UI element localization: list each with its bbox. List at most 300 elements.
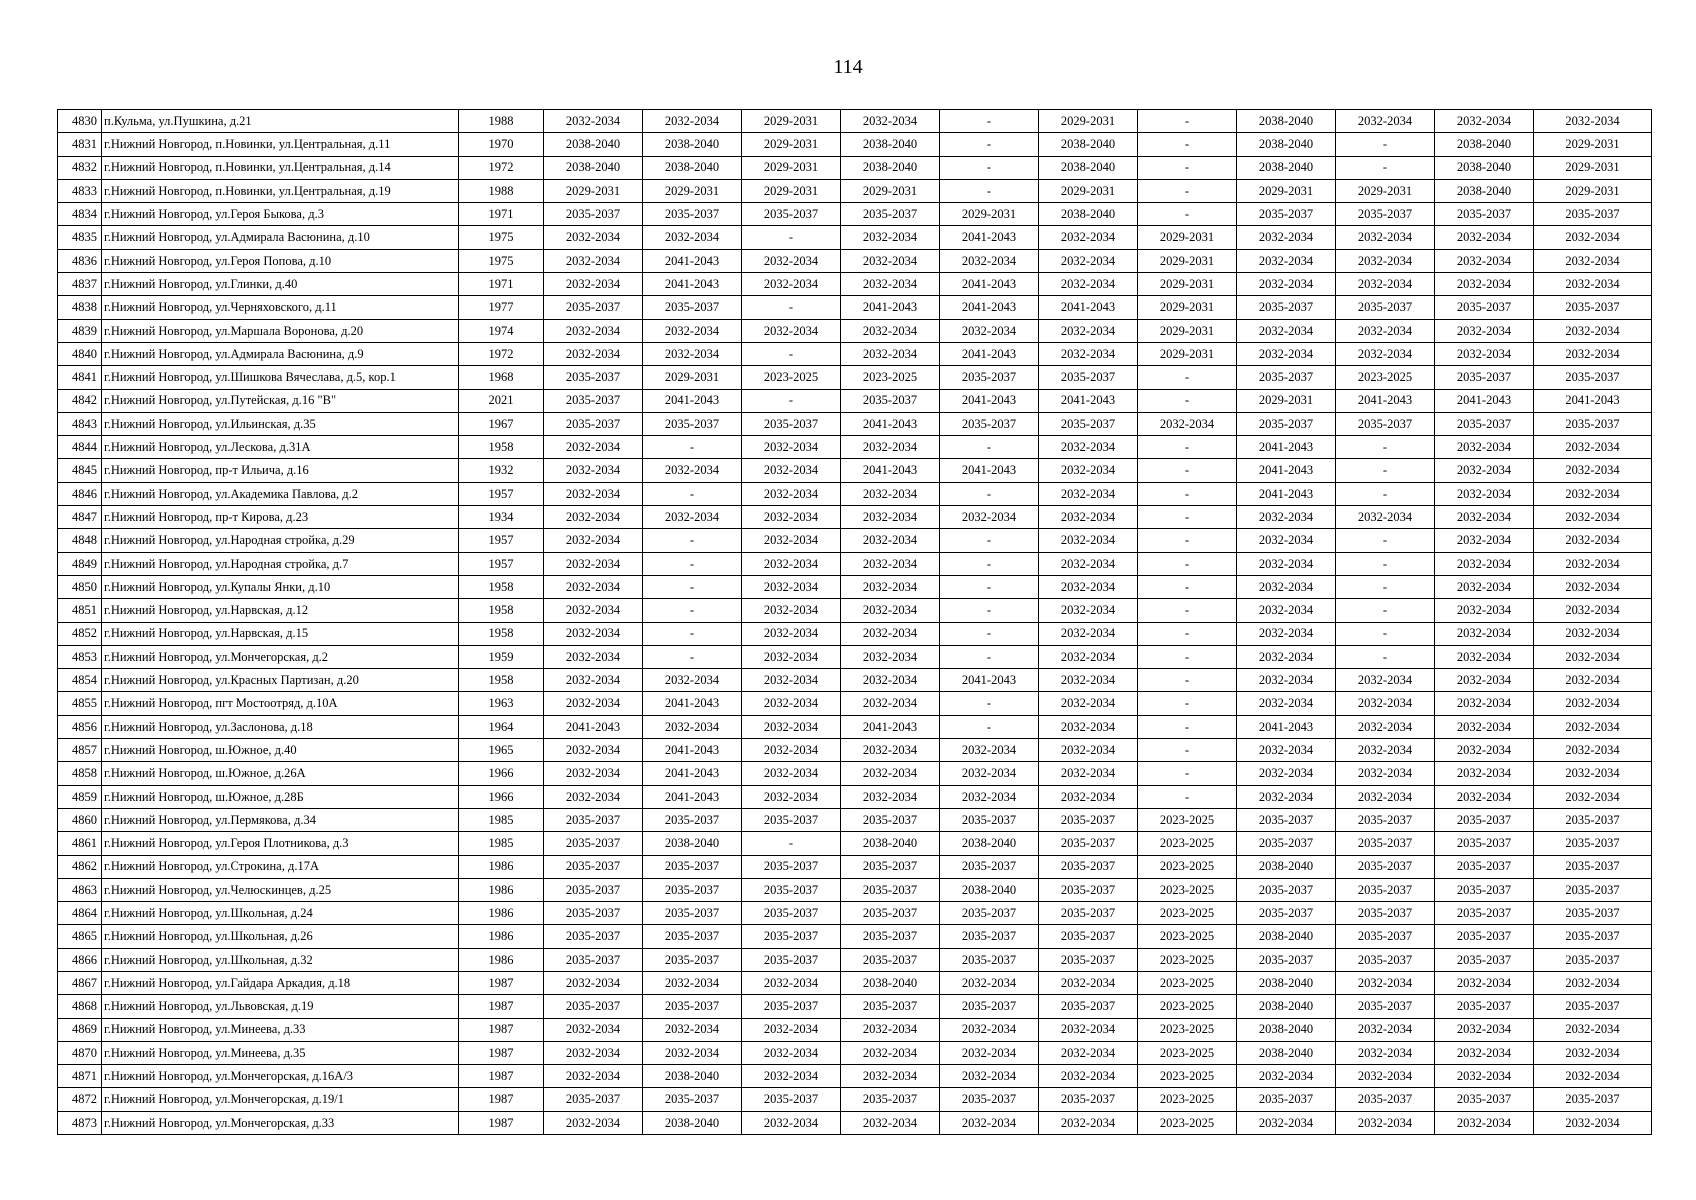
row-number-cell: 4870 — [58, 1041, 102, 1064]
table-row — [58, 669, 1652, 692]
period-cell: 2029-2031 — [841, 179, 940, 202]
table-row — [58, 319, 1652, 342]
period-cell: 2035-2037 — [1534, 855, 1652, 878]
period-cell: 2035-2037 — [940, 1088, 1039, 1111]
year-cell: 1972 — [459, 156, 544, 179]
year-cell: 1975 — [459, 226, 544, 249]
year-cell: 1964 — [459, 715, 544, 738]
period-cell: 2029-2031 — [643, 366, 742, 389]
year-cell: 1972 — [459, 342, 544, 365]
period-cell: 2032-2034 — [643, 110, 742, 133]
period-cell: 2032-2034 — [1336, 506, 1435, 529]
period-cell: 2032-2034 — [1039, 669, 1138, 692]
period-cell: 2029-2031 — [1237, 179, 1336, 202]
period-cell: 2032-2034 — [841, 226, 940, 249]
address-cell: г.Нижний Новгород, ул.Героя Попова, д.10 — [102, 249, 459, 272]
period-cell: 2032-2034 — [841, 1041, 940, 1064]
period-cell: 2035-2037 — [544, 296, 643, 319]
table-row — [58, 552, 1652, 575]
period-cell: 2032-2034 — [841, 575, 940, 598]
year-cell: 1963 — [459, 692, 544, 715]
period-cell: 2035-2037 — [1336, 203, 1435, 226]
period-cell: 2032-2034 — [1435, 342, 1534, 365]
period-cell: 2035-2037 — [1534, 296, 1652, 319]
period-cell: 2032-2034 — [1435, 110, 1534, 133]
period-cell: 2032-2034 — [742, 762, 841, 785]
period-cell: 2023-2025 — [1138, 948, 1237, 971]
period-cell: 2029-2031 — [1336, 179, 1435, 202]
period-cell: - — [940, 645, 1039, 668]
address-cell: г.Нижний Новгород, ул.Народная стройка, д.7 — [102, 552, 459, 575]
period-cell: - — [1336, 622, 1435, 645]
row-number-cell: 4860 — [58, 808, 102, 831]
repair-schedule-table — [57, 109, 1652, 1135]
period-cell: 2032-2034 — [544, 436, 643, 459]
period-cell: 2035-2037 — [1039, 948, 1138, 971]
row-number-cell: 4834 — [58, 203, 102, 226]
period-cell: 2035-2037 — [1237, 203, 1336, 226]
period-cell: 2041-2043 — [643, 273, 742, 296]
period-cell: 2041-2043 — [544, 715, 643, 738]
period-cell: 2041-2043 — [940, 669, 1039, 692]
address-cell: г.Нижний Новгород, ул.Нарвская, д.12 — [102, 599, 459, 622]
period-cell: 2035-2037 — [1237, 296, 1336, 319]
period-cell: 2041-2043 — [940, 342, 1039, 365]
period-cell: 2041-2043 — [940, 389, 1039, 412]
period-cell: 2032-2034 — [742, 273, 841, 296]
period-cell: 2032-2034 — [1435, 1065, 1534, 1088]
row-number-cell: 4851 — [58, 599, 102, 622]
period-cell: 2038-2040 — [841, 133, 940, 156]
period-cell: 2038-2040 — [1435, 179, 1534, 202]
table-row — [58, 156, 1652, 179]
period-cell: 2035-2037 — [544, 925, 643, 948]
period-cell: 2032-2034 — [742, 715, 841, 738]
period-cell: - — [643, 436, 742, 459]
period-cell: 2035-2037 — [841, 878, 940, 901]
table-row — [58, 971, 1652, 994]
period-cell: 2035-2037 — [1435, 296, 1534, 319]
year-cell: 1988 — [459, 179, 544, 202]
row-number-cell: 4855 — [58, 692, 102, 715]
period-cell: 2038-2040 — [1039, 203, 1138, 226]
period-cell: 2035-2037 — [1039, 925, 1138, 948]
period-cell: 2035-2037 — [643, 203, 742, 226]
period-cell: - — [1138, 482, 1237, 505]
period-cell: 2035-2037 — [1237, 832, 1336, 855]
row-number-cell: 4854 — [58, 669, 102, 692]
period-cell: 2035-2037 — [1336, 948, 1435, 971]
period-cell: 2032-2034 — [1435, 226, 1534, 249]
period-cell: 2035-2037 — [643, 855, 742, 878]
address-cell: г.Нижний Новгород, п.Новинки, ул.Центральная, д.11 — [102, 133, 459, 156]
period-cell: 2041-2043 — [841, 296, 940, 319]
period-cell: 2035-2037 — [1336, 902, 1435, 925]
address-cell: г.Нижний Новгород, п.Новинки, ул.Центральная, д.19 — [102, 179, 459, 202]
period-cell: 2032-2034 — [544, 342, 643, 365]
period-cell: 2038-2040 — [841, 156, 940, 179]
period-cell: 2038-2040 — [1237, 971, 1336, 994]
period-cell: 2035-2037 — [544, 808, 643, 831]
period-cell: 2035-2037 — [1534, 878, 1652, 901]
period-cell: 2032-2034 — [544, 622, 643, 645]
year-cell: 1958 — [459, 575, 544, 598]
period-cell: 2023-2025 — [1138, 995, 1237, 1018]
table-row — [58, 902, 1652, 925]
row-number-cell: 4866 — [58, 948, 102, 971]
period-cell: 2041-2043 — [1039, 296, 1138, 319]
period-cell: - — [940, 156, 1039, 179]
period-cell: 2035-2037 — [841, 855, 940, 878]
period-cell: 2023-2025 — [1138, 832, 1237, 855]
period-cell: 2038-2040 — [1237, 156, 1336, 179]
period-cell: 2032-2034 — [1435, 482, 1534, 505]
period-cell: 2032-2034 — [1237, 249, 1336, 272]
period-cell: - — [1138, 436, 1237, 459]
period-cell: - — [940, 622, 1039, 645]
period-cell: 2032-2034 — [1435, 1018, 1534, 1041]
period-cell: 2032-2034 — [742, 1111, 841, 1134]
period-cell: 2032-2034 — [742, 1065, 841, 1088]
table-row — [58, 1065, 1652, 1088]
period-cell: 2032-2034 — [1435, 273, 1534, 296]
period-cell: 2038-2040 — [1237, 1041, 1336, 1064]
period-cell: 2032-2034 — [742, 739, 841, 762]
period-cell: - — [940, 482, 1039, 505]
period-cell: 2038-2040 — [1237, 995, 1336, 1018]
period-cell: - — [643, 552, 742, 575]
period-cell: 2032-2034 — [1435, 739, 1534, 762]
period-cell: 2032-2034 — [544, 552, 643, 575]
period-cell: 2035-2037 — [1534, 995, 1652, 1018]
period-cell: 2032-2034 — [1039, 529, 1138, 552]
period-cell: 2032-2034 — [1534, 436, 1652, 459]
address-cell: г.Нижний Новгород, пгт Мостоотряд, д.10А — [102, 692, 459, 715]
period-cell: 2032-2034 — [841, 739, 940, 762]
address-cell: г.Нижний Новгород, ул.Львовская, д.19 — [102, 995, 459, 1018]
period-cell: 2032-2034 — [1435, 971, 1534, 994]
period-cell: 2032-2034 — [1237, 506, 1336, 529]
period-cell: 2032-2034 — [1435, 436, 1534, 459]
period-cell: 2032-2034 — [1237, 273, 1336, 296]
period-cell: 2029-2031 — [1138, 249, 1237, 272]
period-cell: 2023-2025 — [1138, 902, 1237, 925]
period-cell: 2035-2037 — [841, 389, 940, 412]
address-cell: г.Нижний Новгород, ул.Ильинская, д.35 — [102, 412, 459, 435]
year-cell: 1987 — [459, 995, 544, 1018]
period-cell: 2029-2031 — [1138, 319, 1237, 342]
period-cell: 2032-2034 — [1336, 319, 1435, 342]
period-cell: 2032-2034 — [1336, 1065, 1435, 1088]
period-cell: 2032-2034 — [940, 739, 1039, 762]
period-cell: 2032-2034 — [1336, 715, 1435, 738]
period-cell: 2032-2034 — [841, 645, 940, 668]
period-cell: 2032-2034 — [841, 529, 940, 552]
period-cell: 2032-2034 — [1534, 1041, 1652, 1064]
period-cell: 2032-2034 — [742, 785, 841, 808]
period-cell: 2032-2034 — [1534, 971, 1652, 994]
period-cell: 2032-2034 — [1336, 1111, 1435, 1134]
period-cell: 2032-2034 — [1435, 1111, 1534, 1134]
period-cell: 2032-2034 — [742, 506, 841, 529]
period-cell: 2032-2034 — [1435, 692, 1534, 715]
address-cell: г.Нижний Новгород, ул.Минеева, д.35 — [102, 1041, 459, 1064]
table-row — [58, 1018, 1652, 1041]
period-cell: 2032-2034 — [1039, 273, 1138, 296]
period-cell: 2032-2034 — [940, 785, 1039, 808]
period-cell: 2032-2034 — [742, 1018, 841, 1041]
period-cell: - — [1138, 762, 1237, 785]
row-number-cell: 4863 — [58, 878, 102, 901]
period-cell: 2032-2034 — [1336, 785, 1435, 808]
period-cell: 2032-2034 — [742, 599, 841, 622]
period-cell: 2032-2034 — [742, 436, 841, 459]
address-cell: г.Нижний Новгород, ул.Мончегорская, д.33 — [102, 1111, 459, 1134]
period-cell: 2035-2037 — [544, 855, 643, 878]
period-cell: 2041-2043 — [841, 715, 940, 738]
period-cell: 2032-2034 — [1039, 436, 1138, 459]
period-cell: 2035-2037 — [643, 925, 742, 948]
period-cell: 2035-2037 — [1534, 948, 1652, 971]
period-cell: 2032-2034 — [841, 1018, 940, 1041]
table-row — [58, 832, 1652, 855]
period-cell: 2032-2034 — [1534, 273, 1652, 296]
period-cell: 2041-2043 — [1237, 459, 1336, 482]
table-row — [58, 1111, 1652, 1134]
period-cell: 2032-2034 — [1039, 575, 1138, 598]
period-cell: 2032-2034 — [1435, 552, 1534, 575]
period-cell: 2032-2034 — [544, 319, 643, 342]
period-cell: 2035-2037 — [1336, 855, 1435, 878]
address-cell: п.Кульма, ул.Пушкина, д.21 — [102, 110, 459, 133]
period-cell: 2032-2034 — [742, 482, 841, 505]
period-cell: - — [742, 296, 841, 319]
period-cell: 2038-2040 — [643, 156, 742, 179]
period-cell: 2032-2034 — [1336, 1018, 1435, 1041]
period-cell: 2029-2031 — [1237, 389, 1336, 412]
address-cell: г.Нижний Новгород, ул.Адмирала Васюнина, д.10 — [102, 226, 459, 249]
address-cell: г.Нижний Новгород, ул.Минеева, д.33 — [102, 1018, 459, 1041]
address-cell: г.Нижний Новгород, ул.Академика Павлова, д.2 — [102, 482, 459, 505]
period-cell: 2035-2037 — [544, 902, 643, 925]
period-cell: 2035-2037 — [1336, 878, 1435, 901]
period-cell: 2032-2034 — [1534, 552, 1652, 575]
period-cell: 2032-2034 — [742, 971, 841, 994]
period-cell: 2032-2034 — [544, 273, 643, 296]
period-cell: 2032-2034 — [1534, 762, 1652, 785]
year-cell: 1958 — [459, 436, 544, 459]
period-cell: 2032-2034 — [1534, 599, 1652, 622]
period-cell: 2032-2034 — [1435, 785, 1534, 808]
table-row — [58, 412, 1652, 435]
period-cell: - — [940, 599, 1039, 622]
period-cell: 2032-2034 — [1039, 459, 1138, 482]
address-cell: г.Нижний Новгород, ул.Гайдара Аркадия, д.18 — [102, 971, 459, 994]
period-cell: - — [1336, 436, 1435, 459]
table-row — [58, 366, 1652, 389]
row-number-cell: 4861 — [58, 832, 102, 855]
period-cell: 2032-2034 — [742, 459, 841, 482]
address-cell: г.Нижний Новгород, ул.Мончегорская, д.2 — [102, 645, 459, 668]
period-cell: 2035-2037 — [742, 203, 841, 226]
address-cell: г.Нижний Новгород, ул.Мончегорская, д.16А/3 — [102, 1065, 459, 1088]
period-cell: 2041-2043 — [940, 296, 1039, 319]
row-number-cell: 4868 — [58, 995, 102, 1018]
period-cell: 2032-2034 — [643, 715, 742, 738]
period-cell: 2032-2034 — [1534, 739, 1652, 762]
period-cell: - — [1138, 506, 1237, 529]
period-cell: 2041-2043 — [643, 785, 742, 808]
table-row — [58, 692, 1652, 715]
period-cell: 2035-2037 — [1534, 808, 1652, 831]
table-row — [58, 342, 1652, 365]
period-cell: 2035-2037 — [1039, 832, 1138, 855]
address-cell: г.Нижний Новгород, ш.Южное, д.40 — [102, 739, 459, 762]
period-cell: - — [1138, 622, 1237, 645]
period-cell: 2029-2031 — [1138, 342, 1237, 365]
period-cell: 2032-2034 — [1336, 692, 1435, 715]
period-cell: 2032-2034 — [841, 692, 940, 715]
period-cell: - — [1336, 529, 1435, 552]
period-cell: 2032-2034 — [742, 575, 841, 598]
period-cell: 2032-2034 — [1534, 459, 1652, 482]
address-cell: г.Нижний Новгород, ул.Мончегорская, д.19/1 — [102, 1088, 459, 1111]
period-cell: 2032-2034 — [1336, 249, 1435, 272]
table-row — [58, 785, 1652, 808]
table-row — [58, 948, 1652, 971]
period-cell: 2041-2043 — [643, 762, 742, 785]
period-cell: 2032-2034 — [1534, 1111, 1652, 1134]
period-cell: 2032-2034 — [643, 1018, 742, 1041]
period-cell: 2032-2034 — [1534, 692, 1652, 715]
period-cell: 2032-2034 — [544, 1065, 643, 1088]
period-cell: 2032-2034 — [643, 971, 742, 994]
period-cell: 2032-2034 — [1435, 645, 1534, 668]
row-number-cell: 4871 — [58, 1065, 102, 1088]
period-cell: 2029-2031 — [1534, 133, 1652, 156]
period-cell: 2032-2034 — [1336, 1041, 1435, 1064]
period-cell: - — [1138, 529, 1237, 552]
period-cell: 2032-2034 — [841, 599, 940, 622]
period-cell: 2035-2037 — [940, 808, 1039, 831]
period-cell: 2032-2034 — [1237, 226, 1336, 249]
year-cell: 1987 — [459, 1018, 544, 1041]
table-row — [58, 203, 1652, 226]
period-cell: 2032-2034 — [742, 319, 841, 342]
period-cell: 2032-2034 — [1237, 552, 1336, 575]
period-cell: 2032-2034 — [742, 552, 841, 575]
address-cell: г.Нижний Новгород, ул.Школьная, д.24 — [102, 902, 459, 925]
address-cell: г.Нижний Новгород, ул.Нарвская, д.15 — [102, 622, 459, 645]
period-cell: 2029-2031 — [643, 179, 742, 202]
table-row — [58, 110, 1652, 133]
row-number-cell: 4847 — [58, 506, 102, 529]
address-cell: г.Нижний Новгород, ул.Заслонова, д.18 — [102, 715, 459, 738]
period-cell: - — [643, 529, 742, 552]
table-row — [58, 529, 1652, 552]
period-cell: 2032-2034 — [1435, 622, 1534, 645]
address-cell: г.Нижний Новгород, ул.Купалы Янки, д.10 — [102, 575, 459, 598]
period-cell: 2032-2034 — [643, 669, 742, 692]
period-cell: 2032-2034 — [1039, 971, 1138, 994]
period-cell: 2035-2037 — [643, 808, 742, 831]
period-cell: - — [1138, 599, 1237, 622]
period-cell: 2032-2034 — [544, 529, 643, 552]
row-number-cell: 4849 — [58, 552, 102, 575]
period-cell: 2035-2037 — [1534, 412, 1652, 435]
year-cell: 1957 — [459, 482, 544, 505]
period-cell: 2035-2037 — [643, 412, 742, 435]
period-cell: 2035-2037 — [1039, 1088, 1138, 1111]
period-cell: 2032-2034 — [1237, 739, 1336, 762]
period-cell: 2023-2025 — [1138, 925, 1237, 948]
period-cell: 2032-2034 — [841, 436, 940, 459]
period-cell: 2032-2034 — [841, 506, 940, 529]
period-cell: 2032-2034 — [841, 482, 940, 505]
period-cell: - — [1336, 645, 1435, 668]
period-cell: 2032-2034 — [544, 762, 643, 785]
row-number-cell: 4839 — [58, 319, 102, 342]
period-cell: 2032-2034 — [1237, 645, 1336, 668]
period-cell: 2041-2043 — [940, 459, 1039, 482]
period-cell: 2032-2034 — [940, 319, 1039, 342]
row-number-cell: 4872 — [58, 1088, 102, 1111]
period-cell: 2032-2034 — [742, 622, 841, 645]
period-cell: 2032-2034 — [940, 506, 1039, 529]
period-cell: 2035-2037 — [841, 1088, 940, 1111]
period-cell: 2032-2034 — [544, 971, 643, 994]
period-cell: 2038-2040 — [841, 832, 940, 855]
period-cell: 2035-2037 — [1336, 995, 1435, 1018]
period-cell: 2032-2034 — [1039, 715, 1138, 738]
year-cell: 1986 — [459, 855, 544, 878]
table-body — [58, 110, 1652, 1135]
period-cell: - — [1336, 599, 1435, 622]
period-cell: 2038-2040 — [643, 133, 742, 156]
table-row — [58, 273, 1652, 296]
row-number-cell: 4844 — [58, 436, 102, 459]
period-cell: 2029-2031 — [1138, 226, 1237, 249]
period-cell: 2029-2031 — [1039, 179, 1138, 202]
table-row — [58, 855, 1652, 878]
address-cell: г.Нижний Новгород, ул.Маршала Воронова, д.20 — [102, 319, 459, 342]
period-cell: 2032-2034 — [1435, 1041, 1534, 1064]
period-cell: 2035-2037 — [643, 948, 742, 971]
period-cell: 2032-2034 — [1534, 342, 1652, 365]
year-cell: 2021 — [459, 389, 544, 412]
period-cell: - — [1138, 575, 1237, 598]
period-cell: 2035-2037 — [1336, 808, 1435, 831]
row-number-cell: 4831 — [58, 133, 102, 156]
period-cell: - — [1138, 785, 1237, 808]
period-cell: 2035-2037 — [1534, 203, 1652, 226]
period-cell: 2032-2034 — [643, 506, 742, 529]
period-cell: 2035-2037 — [940, 366, 1039, 389]
period-cell: 2029-2031 — [742, 179, 841, 202]
period-cell: 2032-2034 — [1039, 506, 1138, 529]
year-cell: 1987 — [459, 1088, 544, 1111]
year-cell: 1986 — [459, 902, 544, 925]
period-cell: 2032-2034 — [841, 1065, 940, 1088]
period-cell: 2035-2037 — [1237, 1088, 1336, 1111]
period-cell: 2035-2037 — [1435, 203, 1534, 226]
period-cell: 2035-2037 — [1336, 1088, 1435, 1111]
period-cell: - — [1336, 156, 1435, 179]
row-number-cell: 4853 — [58, 645, 102, 668]
period-cell: 2035-2037 — [742, 902, 841, 925]
period-cell: 2035-2037 — [1336, 296, 1435, 319]
period-cell: 2032-2034 — [742, 249, 841, 272]
